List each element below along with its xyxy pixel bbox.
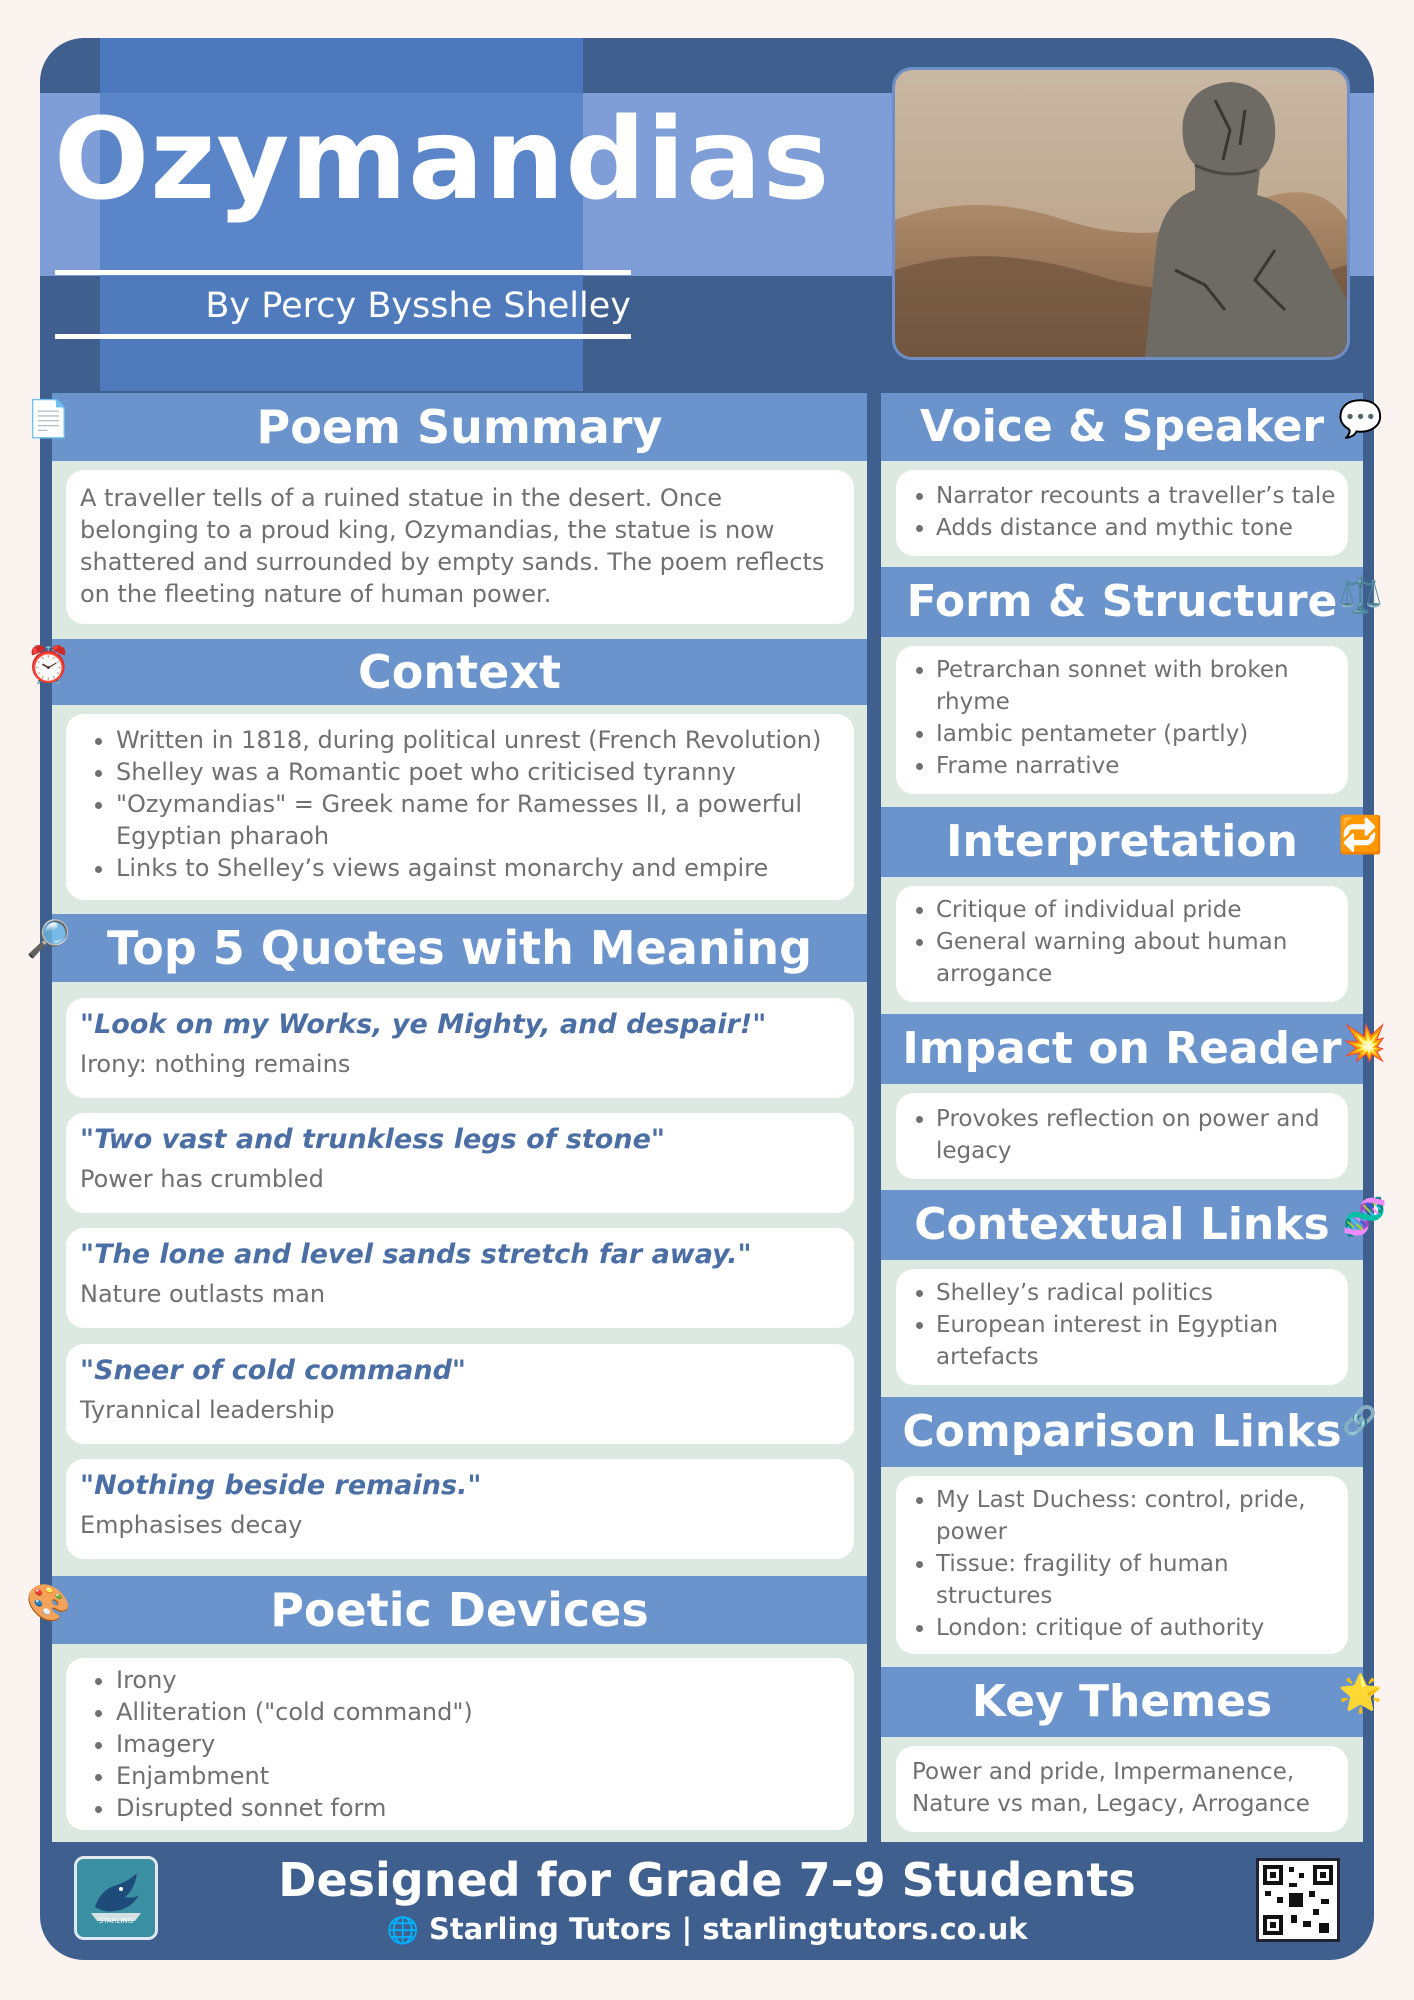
interpretation-box xyxy=(896,886,1348,1002)
title-rule-top xyxy=(55,270,631,275)
footer-subtitle[interactable]: Starling Tutors | starlingtutors.co.uk xyxy=(428,1912,1028,1946)
list-item: • Frame narrative xyxy=(936,750,1342,782)
page-title: Ozymandias xyxy=(54,95,831,225)
list-item: • Critique of individual pride xyxy=(936,894,1342,926)
form-box xyxy=(896,646,1348,794)
list-item: • Written in 1818, during political unrest (French Revolution) xyxy=(116,724,844,756)
quote-text: "Nothing beside remains." xyxy=(80,1470,482,1501)
devices-box xyxy=(66,1658,854,1830)
explosion-icon: 💥 xyxy=(1342,1023,1387,1064)
list-item: • Alliteration ("cold command") xyxy=(116,1696,844,1728)
cracked-statue-desert-image xyxy=(892,67,1350,360)
list-item: • European interest in Egyptian artefacts xyxy=(936,1309,1342,1373)
section-heading-voice: Voice & Speaker xyxy=(881,393,1363,461)
quote-card xyxy=(66,998,854,1098)
list-item: • Disrupted sonnet form xyxy=(116,1792,844,1824)
byline: By Percy Bysshe Shelley xyxy=(205,286,631,326)
quote-text: "Sneer of cold command" xyxy=(80,1355,466,1386)
chain-link-icon: 🔗 xyxy=(1342,1404,1377,1437)
themes-text: Power and pride, Impermanence, Nature vs man, Legacy, Arrogance xyxy=(896,1746,1348,1832)
document-icon: 📄 xyxy=(26,399,71,440)
quote-text: "Look on my Works, ye Mighty, and despair!" xyxy=(80,1009,767,1040)
section-heading-context: Context xyxy=(52,639,867,705)
footer-subtitle-line xyxy=(0,1910,1414,1950)
summary-text: A traveller tells of a ruined statue in the desert. Once belonging to a proud king, Ozymandias, the statue is now shattered and surrounded by empty sands. The poem reflects on the fleeting nature of human power. xyxy=(66,470,854,624)
list-item: • General warning about human arrogance xyxy=(936,926,1342,990)
qr-code-icon[interactable] xyxy=(1256,1858,1340,1942)
section-heading-summary: Poem Summary xyxy=(52,393,867,461)
list-item: • Links to Shelley’s views against monarchy and empire xyxy=(116,852,844,884)
quote-meaning: Emphasises decay xyxy=(80,1511,303,1539)
globe-icon: 🌐 xyxy=(386,1916,419,1946)
quote-card xyxy=(66,1228,854,1328)
quote-meaning: Tyrannical leadership xyxy=(80,1396,335,1424)
quote-card xyxy=(66,1459,854,1559)
alarm-clock-icon: ⏰ xyxy=(26,645,71,686)
section-heading-themes: Key Themes xyxy=(881,1667,1363,1737)
list-item: • "Ozymandias" = Greek name for Ramesses II, a powerful Egyptian pharaoh xyxy=(116,788,844,852)
quote-meaning: Power has crumbled xyxy=(80,1165,324,1193)
quote-card xyxy=(66,1113,854,1213)
list-item: • Enjambment xyxy=(116,1760,844,1792)
voice-box xyxy=(896,470,1348,556)
section-heading-interpretation: Interpretation xyxy=(881,807,1363,877)
palette-icon: 🎨 xyxy=(26,1583,71,1624)
context-box xyxy=(66,714,854,900)
list-item: • Petrarchan sonnet with broken rhyme xyxy=(936,654,1342,718)
section-heading-impact: Impact on Reader xyxy=(881,1014,1363,1084)
quote-meaning: Nature outlasts man xyxy=(80,1280,326,1308)
list-item: • Provokes reflection on power and legacy xyxy=(936,1103,1342,1167)
comparison-box xyxy=(896,1476,1348,1654)
logo-text: STARLING xyxy=(98,1917,134,1925)
repeat-arrows-icon: 🔁 xyxy=(1338,815,1383,856)
list-item: • My Last Duchess: control, pride, power xyxy=(936,1484,1342,1548)
contextual-box xyxy=(896,1269,1348,1385)
quote-text: "The lone and level sands stretch far away." xyxy=(80,1239,752,1270)
dna-icon: 🧬 xyxy=(1342,1197,1387,1238)
list-item: • Imagery xyxy=(116,1728,844,1760)
list-item: • Adds distance and mythic tone xyxy=(936,512,1342,544)
list-item: • London: critique of authority xyxy=(936,1612,1342,1644)
quote-text: "Two vast and trunkless legs of stone" xyxy=(80,1124,665,1155)
list-item: • Iambic pentameter (partly) xyxy=(936,718,1342,750)
list-item: • Shelley was a Romantic poet who criticised tyranny xyxy=(116,756,844,788)
title-rule-bottom xyxy=(55,334,631,339)
speech-bubble-icon: 💬 xyxy=(1338,399,1383,440)
impact-box xyxy=(896,1093,1348,1179)
list-item: • Irony xyxy=(116,1664,844,1696)
list-item: • Tissue: fragility of human structures xyxy=(936,1548,1342,1612)
footer-title: Designed for Grade 7–9 Students xyxy=(278,1853,1136,1907)
list-item: • Narrator recounts a traveller’s tale xyxy=(936,480,1342,512)
magnifier-icon: 🔎 xyxy=(26,919,71,960)
section-heading-form: Form & Structure xyxy=(881,567,1363,637)
section-heading-devices: Poetic Devices xyxy=(52,1576,867,1644)
section-heading-quotes: Top 5 Quotes with Meaning xyxy=(52,914,867,982)
starling-logo xyxy=(74,1856,158,1940)
quote-meaning: Irony: nothing remains xyxy=(80,1050,351,1078)
quote-card xyxy=(66,1344,854,1444)
list-item: • Shelley’s radical politics xyxy=(936,1277,1342,1309)
section-heading-comparison: Comparison Links xyxy=(881,1397,1363,1467)
section-heading-contextual: Contextual Links xyxy=(881,1190,1363,1260)
balance-scale-icon: ⚖️ xyxy=(1338,575,1383,616)
star-icon: 🌟 xyxy=(1338,1673,1383,1714)
